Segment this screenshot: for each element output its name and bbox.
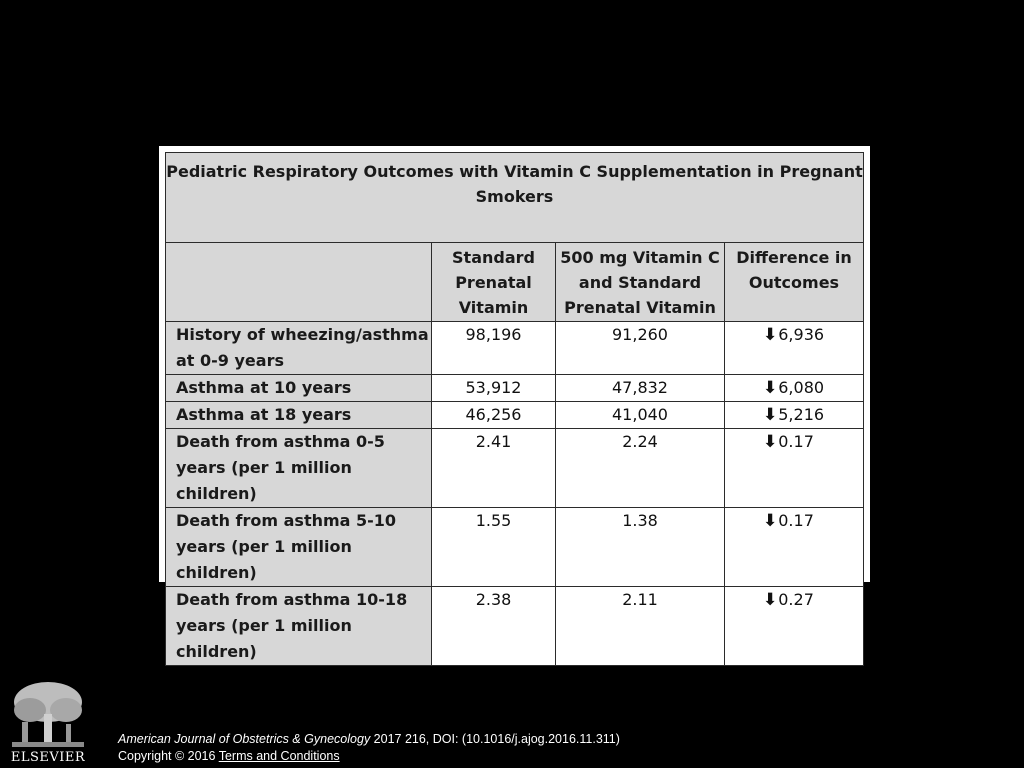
difference-value: 0.27: [778, 590, 814, 609]
citation-text: 2017 216, DOI: (10.1016/j.ajog.2016.11.311): [370, 732, 620, 746]
difference-value: 0.17: [778, 432, 814, 451]
standard-value: 98,196: [432, 322, 556, 375]
vitamin-c-value: 47,832: [556, 375, 725, 402]
arrow-down-icon: ⬇: [763, 325, 778, 345]
difference-value: 6,936: [778, 325, 825, 344]
row-label: Asthma at 10 years: [166, 375, 432, 402]
table-row: [166, 429, 864, 508]
table-row: [166, 508, 864, 587]
standard-value: 2.41: [432, 429, 556, 508]
table-figure: [159, 146, 870, 661]
table-row: [166, 587, 864, 666]
table-row: [166, 402, 864, 429]
vitamin-c-value: 2.11: [556, 587, 725, 666]
row-label: Asthma at 18 years: [166, 402, 432, 429]
terms-link[interactable]: Terms and Conditions: [218, 749, 340, 763]
difference-cell: [725, 508, 864, 587]
difference-cell: [725, 429, 864, 508]
arrow-down-icon: ⬇: [763, 405, 778, 425]
elsevier-wordmark: ELSEVIER: [10, 750, 86, 765]
difference-cell: [725, 587, 864, 666]
citation-line: [118, 731, 620, 748]
arrow-down-icon: ⬇: [763, 590, 778, 610]
elsevier-logo: [8, 680, 88, 768]
row-label: Death from asthma 10-18 years (per 1 million children): [166, 587, 432, 666]
vitamin-c-value: 91,260: [556, 322, 725, 375]
difference-value: 5,216: [778, 405, 825, 424]
copyright-line: [118, 748, 620, 765]
vitamin-c-value: 41,040: [556, 402, 725, 429]
footer: [118, 731, 620, 765]
arrow-down-icon: ⬇: [763, 511, 778, 531]
difference-cell: [725, 402, 864, 429]
standard-value: 1.55: [432, 508, 556, 587]
arrow-down-icon: ⬇: [763, 378, 778, 398]
table-title: Pediatric Respiratory Outcomes with Vitamin C Supplementation in Pregnant Smokers: [166, 153, 864, 243]
elsevier-tree-logo-icon: [8, 680, 88, 750]
header-standard: Standard Prenatal Vitamin: [432, 243, 556, 322]
table-row: [166, 322, 864, 375]
header-difference: Difference in Outcomes: [725, 243, 864, 322]
difference-cell: [725, 322, 864, 375]
vitamin-c-value: 1.38: [556, 508, 725, 587]
difference-cell: [725, 375, 864, 402]
outcomes-table: [165, 152, 864, 666]
difference-value: 6,080: [778, 378, 825, 397]
header-vitamin-c: 500 mg Vitamin C and Standard Prenatal Vitamin: [556, 243, 725, 322]
journal-name: American Journal of Obstetrics & Gynecology: [118, 732, 371, 746]
copyright-text: Copyright © 2016: [118, 749, 219, 763]
vitamin-c-value: 2.24: [556, 429, 725, 508]
standard-value: 2.38: [432, 587, 556, 666]
header-empty: [166, 243, 432, 322]
row-label: Death from asthma 5-10 years (per 1 million children): [166, 508, 432, 587]
arrow-down-icon: ⬇: [763, 432, 778, 452]
row-label: History of wheezing/asthma at 0-9 years: [166, 322, 432, 375]
standard-value: 46,256: [432, 402, 556, 429]
difference-value: 0.17: [778, 511, 814, 530]
row-label: Death from asthma 0-5 years (per 1 million children): [166, 429, 432, 508]
table-row: [166, 375, 864, 402]
standard-value: 53,912: [432, 375, 556, 402]
